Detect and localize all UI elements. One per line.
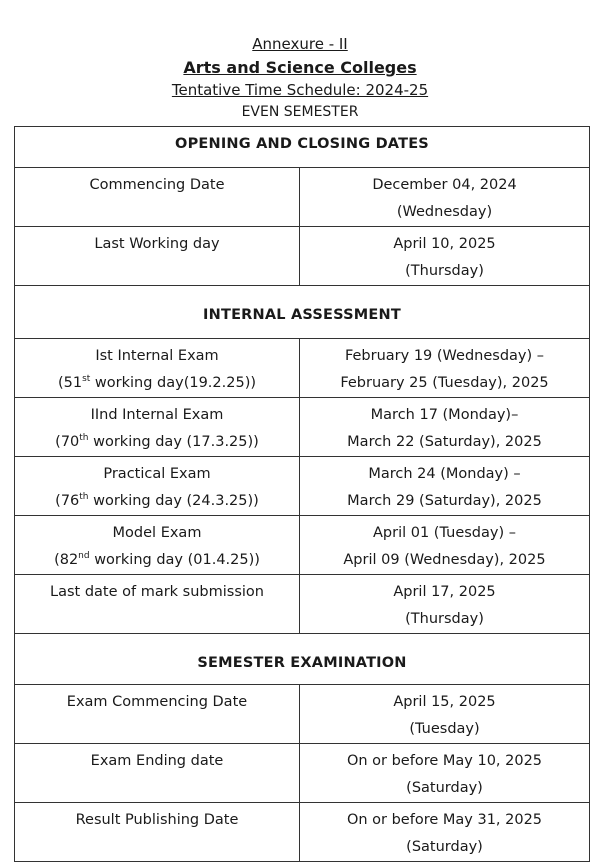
annexure-heading: Annexure - II (252, 35, 348, 53)
section-row-internal (15, 286, 590, 339)
row-label: Exam Ending date (15, 744, 300, 803)
row-label: IInd Internal Exam (70th working day (17.3.25)) (15, 398, 300, 457)
table-row (15, 685, 590, 744)
section-row-opening (15, 127, 590, 168)
schedule-heading: Tentative Time Schedule: 2024-25 (171, 81, 429, 99)
table-row (15, 227, 590, 286)
row-label: Ist Internal Exam (51st working day(19.2.25)) (15, 339, 300, 398)
row-date: April 17, 2025 (Thursday) (300, 575, 590, 634)
row-date: March 17 (Monday)– March 22 (Saturday), 2025 (300, 398, 590, 457)
row-label: Exam Commencing Date (15, 685, 300, 744)
row-date: March 24 (Monday) – March 29 (Saturday), 2025 (300, 457, 590, 516)
college-heading: Arts and Science Colleges (183, 58, 417, 77)
table-row (15, 398, 590, 457)
semester-heading: EVEN SEMESTER (241, 104, 359, 120)
row-date: April 15, 2025 (Tuesday) (300, 685, 590, 744)
row-label: Result Publishing Date (15, 803, 300, 862)
row-label: Model Exam (82nd working day (01.4.25)) (15, 516, 300, 575)
table-row (15, 516, 590, 575)
table-row (15, 339, 590, 398)
row-date: April 10, 2025 (Thursday) (300, 227, 590, 286)
row-date: December 04, 2024 (Wednesday) (300, 168, 590, 227)
section-title-internal: INTERNAL ASSESSMENT (15, 286, 590, 339)
section-row-semester (15, 634, 590, 685)
schedule-table (14, 126, 590, 862)
row-date: April 01 (Tuesday) – April 09 (Wednesday), 2025 (300, 516, 590, 575)
row-label: Commencing Date (15, 168, 300, 227)
row-date: On or before May 31, 2025 (Saturday) (300, 803, 590, 862)
table-row (15, 457, 590, 516)
row-label: Practical Exam (76th working day (24.3.25)) (15, 457, 300, 516)
row-date: February 19 (Wednesday) – February 25 (Tuesday), 2025 (300, 339, 590, 398)
section-title-semester: SEMESTER EXAMINATION (15, 634, 590, 685)
table-row (15, 575, 590, 634)
table-row (15, 803, 590, 862)
section-title-opening: OPENING AND CLOSING DATES (15, 127, 590, 168)
table-row (15, 168, 590, 227)
row-label: Last Working day (15, 227, 300, 286)
row-date: On or before May 10, 2025 (Saturday) (300, 744, 590, 803)
row-label: Last date of mark submission (15, 575, 300, 634)
table-row (15, 744, 590, 803)
